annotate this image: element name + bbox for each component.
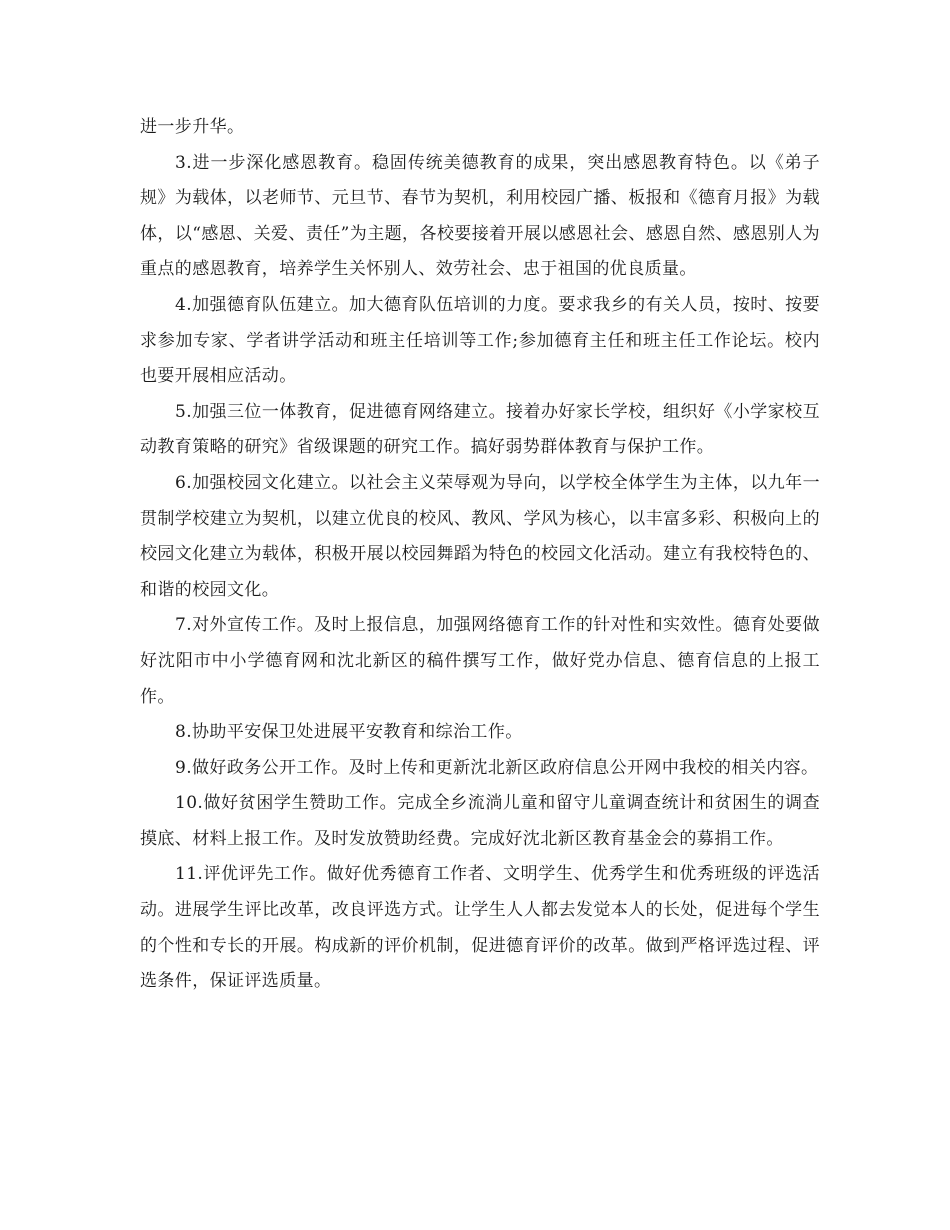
paragraph-item-7: 7.对外宣传工作。及时上报信息，加强网络德育工作的针对性和实效性。德育处要做好沈阳市中小学德育网和沈北新区的稿件撰写工作，做好党办信息、德育信息的上报工作。 [140,615,820,707]
paragraph-item-5: 5.加强三位一体教育，促进德育网络建立。接着办好家长学校，组织好《小学家校互动教育策略的研究》省级课题的研究工作。搞好弱势群体教育与保护工作。 [140,401,820,458]
document-page [140,110,820,1000]
paragraph-item-8: 8.协助平安保卫处进展平安教育和综治工作。 [175,722,523,743]
paragraph-item-6: 6.加强校园文化建立。以社会主义荣辱观为导向，以学校全体学生为主体，以九年一贯制学校建立为契机，以建立优良的校风、教风、学风为核心，以丰富多彩、积极向上的校园文化建立为载体，积极开展以校园舞蹈为特色的校园文化活动。建立有我校特色的、和谐的校园文化。 [140,472,820,600]
paragraph-continuation: 进一步升华。 [140,117,245,137]
paragraph-item-10: 10.做好贫困学生赞助工作。完成全乡流淌儿童和留守儿童调查统计和贫困生的调查摸底、材料上报工作。及时发放赞助经费。完成好沈北新区教育基金会的募捐工作。 [140,793,820,849]
paragraph-item-11: 11.评优评先工作。做好优秀德育工作者、文明学生、优秀学生和优秀班级的评选活动。进展学生评比改革，改良评选方式。让学生人人都去发觉本人的长处，促进每个学生的个性和专长的开展。构成新的评价机制，促进德育评价的改革。做到严格评选过程、评选条件，保证评选质量。 [140,864,820,992]
paragraph-item-9: 9.做好政务公开工作。及时上传和更新沈北新区政府信息公开网中我校的相关内容。 [175,757,819,778]
paragraph-item-3: 3.进一步深化感恩教育。稳固传统美德教育的成果，突出感恩教育特色。以《弟子规》为载体，以老师节、元旦节、春节为契机，利用校园广播、板报和《德育月报》为载体，以“感恩、关爱、责任”为主题，各校要接着开展以感恩社会、感恩自然、感恩别人为重点的感恩教育，培养学生关怀别人、效劳社会、忠于祖国的优良质量。 [140,152,820,280]
paragraph-item-4: 4.加强德育队伍建立。加大德育队伍培训的力度。要求我乡的有关人员，按时、按要求参加专家、学者讲学活动和班主任培训等工作;参加德育主任和班主任工作论坛。校内也要开展相应活动。 [140,294,820,387]
